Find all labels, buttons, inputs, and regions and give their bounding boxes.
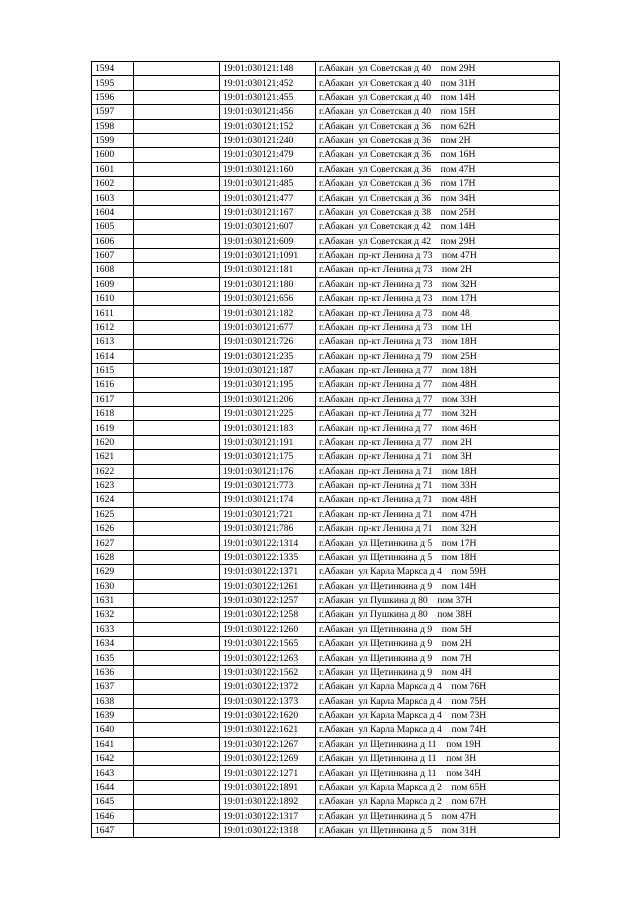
empty-cell	[134, 780, 220, 794]
cadastral-number-cell: 19:01:030122:1318	[220, 823, 316, 837]
address-cell: г.Абакан пр-кт Ленина д 73 пом 1Н	[316, 320, 560, 334]
address-cell: г.Абакан ул Советская д 40 пом 14Н	[316, 90, 560, 104]
address-cell: г.Абакан пр-кт Ленина д 79 пом 25Н	[316, 349, 560, 363]
address-cell: г.Абакан пр-кт Ленина д 77 пом 2Н	[316, 435, 560, 449]
table-row	[92, 665, 560, 679]
empty-cell	[134, 162, 220, 176]
address-cell: г.Абакан пр-кт Ленина д 77 пом 48Н	[316, 378, 560, 392]
empty-cell	[134, 220, 220, 234]
empty-cell	[134, 737, 220, 751]
row-number-cell: 1647	[92, 823, 134, 837]
row-number-cell: 1612	[92, 320, 134, 334]
empty-cell	[134, 565, 220, 579]
table-row	[92, 363, 560, 377]
address-cell: г.Абакан пр-кт Ленина д 73 пом 32Н	[316, 277, 560, 291]
empty-cell	[134, 335, 220, 349]
row-number-cell: 1622	[92, 464, 134, 478]
empty-cell	[134, 622, 220, 636]
address-cell: г.Абакан ул Советская д 36 пом 47Н	[316, 162, 560, 176]
cadastral-number-cell: 19:01:030121:721	[220, 507, 316, 521]
table-row	[92, 780, 560, 794]
row-number-cell: 1645	[92, 795, 134, 809]
empty-cell	[134, 637, 220, 651]
empty-cell	[134, 507, 220, 521]
table-row	[92, 723, 560, 737]
cadastral-number-cell: 19:01:030121:176	[220, 464, 316, 478]
empty-cell	[134, 306, 220, 320]
row-number-cell: 1625	[92, 507, 134, 521]
empty-cell	[134, 363, 220, 377]
empty-cell	[134, 62, 220, 76]
address-cell: г.Абакан ул Советская д 42 пом 14Н	[316, 220, 560, 234]
row-number-cell: 1626	[92, 522, 134, 536]
empty-cell	[134, 723, 220, 737]
address-cell: г.Абакан ул Советская д 36 пом 62Н	[316, 119, 560, 133]
empty-cell	[134, 522, 220, 536]
table-row	[92, 680, 560, 694]
empty-cell	[134, 579, 220, 593]
empty-cell	[134, 550, 220, 564]
cadastral-number-cell: 19:01:030121:485	[220, 177, 316, 191]
cadastral-number-cell: 19:01:030121:225	[220, 407, 316, 421]
cadastral-number-cell: 19:01:030121:181	[220, 263, 316, 277]
table-row	[92, 421, 560, 435]
table-row	[92, 593, 560, 607]
row-number-cell: 1615	[92, 363, 134, 377]
address-cell: г.Абакан ул Советская д 38 пом 25Н	[316, 205, 560, 219]
cadastral-number-cell: 19:01:030122:1261	[220, 579, 316, 593]
row-number-cell: 1637	[92, 680, 134, 694]
table-row	[92, 263, 560, 277]
row-number-cell: 1636	[92, 665, 134, 679]
property-table-page	[91, 61, 560, 838]
empty-cell	[134, 694, 220, 708]
table-row	[92, 435, 560, 449]
address-cell: г.Абакан ул Щетинкина д 5 пом 18Н	[316, 550, 560, 564]
empty-cell	[134, 809, 220, 823]
table-row	[92, 522, 560, 536]
empty-cell	[134, 766, 220, 780]
address-cell: г.Абакан ул Щетинкина д 9 пом 2Н	[316, 637, 560, 651]
cadastral-number-cell: 19:01:030121:240	[220, 133, 316, 147]
address-cell: г.Абакан ул Советская д 36 пом 2Н	[316, 133, 560, 147]
cadastral-number-cell: 19:01:030122:1257	[220, 593, 316, 607]
empty-cell	[134, 493, 220, 507]
address-cell: г.Абакан пр-кт Ленина д 77 пом 33Н	[316, 392, 560, 406]
cadastral-number-cell: 19:01:030121:191	[220, 435, 316, 449]
table-row	[92, 737, 560, 751]
address-cell: г.Абакан ул Пушкина д 80 пом 38Н	[316, 608, 560, 622]
table-row	[92, 637, 560, 651]
row-number-cell: 1616	[92, 378, 134, 392]
address-cell: г.Абакан пр-кт Ленина д 73 пом 18Н	[316, 335, 560, 349]
address-cell: г.Абакан пр-кт Ленина д 71 пом 33Н	[316, 478, 560, 492]
cadastral-number-cell: 19:01:030122:1335	[220, 550, 316, 564]
table-row	[92, 320, 560, 334]
cadastral-number-cell: 19:01:030121:148	[220, 62, 316, 76]
row-number-cell: 1595	[92, 76, 134, 90]
address-cell: г.Абакан ул Карла Маркса д 4 пом 74Н	[316, 723, 560, 737]
empty-cell	[134, 536, 220, 550]
cadastral-number-cell: 19:01:030121:183	[220, 421, 316, 435]
address-cell: г.Абакан ул Щетинкина д 11 пом 19Н	[316, 737, 560, 751]
empty-cell	[134, 248, 220, 262]
address-cell: г.Абакан ул Советская д 40 пом 31Н	[316, 76, 560, 90]
cadastral-number-cell: 19:01:030121:235	[220, 349, 316, 363]
row-number-cell: 1609	[92, 277, 134, 291]
address-cell: г.Абакан ул Карла Маркса д 2 пом 65Н	[316, 780, 560, 794]
address-cell: г.Абакан ул Карла Маркса д 4 пом 76Н	[316, 680, 560, 694]
row-number-cell: 1603	[92, 191, 134, 205]
table-row	[92, 162, 560, 176]
table-row	[92, 105, 560, 119]
row-number-cell: 1641	[92, 737, 134, 751]
cadastral-number-cell: 19:01:030121:656	[220, 292, 316, 306]
table-row	[92, 76, 560, 90]
address-cell: г.Абакан пр-кт Ленина д 71 пом 47Н	[316, 507, 560, 521]
address-cell: г.Абакан ул Советская д 36 пом 34Н	[316, 191, 560, 205]
empty-cell	[134, 76, 220, 90]
address-cell: г.Абакан ул Щетинкина д 5 пом 17Н	[316, 536, 560, 550]
cadastral-number-cell: 19:01:030121:477	[220, 191, 316, 205]
table-row	[92, 133, 560, 147]
row-number-cell: 1632	[92, 608, 134, 622]
empty-cell	[134, 407, 220, 421]
address-cell: г.Абакан ул Советская д 36 пом 17Н	[316, 177, 560, 191]
cadastral-number-cell: 19:01:030121:786	[220, 522, 316, 536]
row-number-cell: 1600	[92, 148, 134, 162]
empty-cell	[134, 320, 220, 334]
address-cell: г.Абакан ул Карла Маркса д 4 пом 59Н	[316, 565, 560, 579]
cadastral-number-cell: 19:01:030122:1260	[220, 622, 316, 636]
table-row	[92, 478, 560, 492]
cadastral-number-cell: 19:01:030121:479	[220, 148, 316, 162]
address-cell: г.Абакан ул Щетинкина д 5 пом 47Н	[316, 809, 560, 823]
row-number-cell: 1601	[92, 162, 134, 176]
cadastral-number-cell: 19:01:030121:152	[220, 119, 316, 133]
row-number-cell: 1629	[92, 565, 134, 579]
address-cell: г.Абакан пр-кт Ленина д 77 пом 46Н	[316, 421, 560, 435]
row-number-cell: 1628	[92, 550, 134, 564]
table-row	[92, 823, 560, 837]
empty-cell	[134, 435, 220, 449]
table-row	[92, 464, 560, 478]
row-number-cell: 1607	[92, 248, 134, 262]
empty-cell	[134, 392, 220, 406]
cadastral-number-cell: 19:01:030121:195	[220, 378, 316, 392]
cadastral-number-cell: 19:01:030122:1314	[220, 536, 316, 550]
row-number-cell: 1610	[92, 292, 134, 306]
address-cell: г.Абакан пр-кт Ленина д 77 пом 32Н	[316, 407, 560, 421]
cadastral-number-cell: 19:01:030122:1371	[220, 565, 316, 579]
empty-cell	[134, 593, 220, 607]
table-row	[92, 550, 560, 564]
empty-cell	[134, 177, 220, 191]
row-number-cell: 1611	[92, 306, 134, 320]
row-number-cell: 1604	[92, 205, 134, 219]
cadastral-number-cell: 19:01:030121:455	[220, 90, 316, 104]
row-number-cell: 1617	[92, 392, 134, 406]
cadastral-number-cell: 19:01:030121:609	[220, 234, 316, 248]
table-row	[92, 622, 560, 636]
address-cell: г.Абакан пр-кт Ленина д 73 пом 48	[316, 306, 560, 320]
row-number-cell: 1620	[92, 435, 134, 449]
cadastral-number-cell: 19:01:030121:174	[220, 493, 316, 507]
table-row	[92, 407, 560, 421]
table-row	[92, 565, 560, 579]
cadastral-number-cell: 19:01:030122:1620	[220, 708, 316, 722]
property-table	[91, 61, 560, 838]
cadastral-number-cell: 19:01:030122:1562	[220, 665, 316, 679]
row-number-cell: 1623	[92, 478, 134, 492]
empty-cell	[134, 148, 220, 162]
row-number-cell: 1640	[92, 723, 134, 737]
address-cell: г.Абакан ул Карла Маркса д 4 пом 73Н	[316, 708, 560, 722]
row-number-cell: 1630	[92, 579, 134, 593]
row-number-cell: 1638	[92, 694, 134, 708]
table-row	[92, 579, 560, 593]
row-number-cell: 1606	[92, 234, 134, 248]
empty-cell	[134, 119, 220, 133]
address-cell: г.Абакан ул Щетинкина д 11 пом 3Н	[316, 752, 560, 766]
cadastral-number-cell: 19:01:030121:773	[220, 478, 316, 492]
table-row	[92, 507, 560, 521]
address-cell: г.Абакан ул Карла Маркса д 4 пом 75Н	[316, 694, 560, 708]
empty-cell	[134, 234, 220, 248]
address-cell: г.Абакан пр-кт Ленина д 73 пом 47Н	[316, 248, 560, 262]
row-number-cell: 1634	[92, 637, 134, 651]
row-number-cell: 1627	[92, 536, 134, 550]
row-number-cell: 1621	[92, 450, 134, 464]
table-body	[92, 62, 560, 838]
cadastral-number-cell: 19:01:030122:1317	[220, 809, 316, 823]
empty-cell	[134, 349, 220, 363]
cadastral-number-cell: 19:01:030121:160	[220, 162, 316, 176]
table-row	[92, 62, 560, 76]
table-row	[92, 349, 560, 363]
row-number-cell: 1605	[92, 220, 134, 234]
table-row	[92, 277, 560, 291]
row-number-cell: 1635	[92, 651, 134, 665]
table-row	[92, 90, 560, 104]
empty-cell	[134, 90, 220, 104]
empty-cell	[134, 464, 220, 478]
empty-cell	[134, 421, 220, 435]
row-number-cell: 1624	[92, 493, 134, 507]
empty-cell	[134, 795, 220, 809]
cadastral-number-cell: 19:01:030122:1892	[220, 795, 316, 809]
empty-cell	[134, 651, 220, 665]
address-cell: г.Абакан ул Пушкина д 80 пом 37Н	[316, 593, 560, 607]
empty-cell	[134, 708, 220, 722]
row-number-cell: 1633	[92, 622, 134, 636]
cadastral-number-cell: 19:01:030121:607	[220, 220, 316, 234]
cadastral-number-cell: 19:01:030121:456	[220, 105, 316, 119]
address-cell: г.Абакан ул Щетинкина д 11 пом 34Н	[316, 766, 560, 780]
table-row	[92, 234, 560, 248]
empty-cell	[134, 105, 220, 119]
row-number-cell: 1598	[92, 119, 134, 133]
empty-cell	[134, 191, 220, 205]
row-number-cell: 1631	[92, 593, 134, 607]
address-cell: г.Абакан пр-кт Ленина д 73 пом 17Н	[316, 292, 560, 306]
table-row	[92, 450, 560, 464]
address-cell: г.Абакан ул Советская д 36 пом 16Н	[316, 148, 560, 162]
cadastral-number-cell: 19:01:030121:452	[220, 76, 316, 90]
address-cell: г.Абакан ул Советская д 42 пом 29Н	[316, 234, 560, 248]
address-cell: г.Абакан пр-кт Ленина д 77 пом 18Н	[316, 363, 560, 377]
table-row	[92, 177, 560, 191]
empty-cell	[134, 752, 220, 766]
empty-cell	[134, 478, 220, 492]
table-row	[92, 536, 560, 550]
cadastral-number-cell: 19:01:030121:206	[220, 392, 316, 406]
address-cell: г.Абакан ул Щетинкина д 9 пом 5Н	[316, 622, 560, 636]
row-number-cell: 1602	[92, 177, 134, 191]
empty-cell	[134, 263, 220, 277]
row-number-cell: 1597	[92, 105, 134, 119]
table-row	[92, 378, 560, 392]
cadastral-number-cell: 19:01:030122:1258	[220, 608, 316, 622]
table-row	[92, 392, 560, 406]
table-row	[92, 493, 560, 507]
row-number-cell: 1608	[92, 263, 134, 277]
cadastral-number-cell: 19:01:030122:1372	[220, 680, 316, 694]
table-row	[92, 766, 560, 780]
row-number-cell: 1646	[92, 809, 134, 823]
table-row	[92, 809, 560, 823]
row-number-cell: 1613	[92, 335, 134, 349]
address-cell: г.Абакан пр-кт Ленина д 71 пом 3Н	[316, 450, 560, 464]
table-row	[92, 248, 560, 262]
cadastral-number-cell: 19:01:030122:1891	[220, 780, 316, 794]
table-row	[92, 292, 560, 306]
cadastral-number-cell: 19:01:030122:1267	[220, 737, 316, 751]
row-number-cell: 1639	[92, 708, 134, 722]
table-row	[92, 148, 560, 162]
address-cell: г.Абакан ул Щетинкина д 9 пом 4Н	[316, 665, 560, 679]
cadastral-number-cell: 19:01:030121:1091	[220, 248, 316, 262]
cadastral-number-cell: 19:01:030122:1621	[220, 723, 316, 737]
table-row	[92, 708, 560, 722]
row-number-cell: 1642	[92, 752, 134, 766]
table-row	[92, 119, 560, 133]
address-cell: г.Абакан пр-кт Ленина д 71 пом 18Н	[316, 464, 560, 478]
table-row	[92, 752, 560, 766]
cadastral-number-cell: 19:01:030121:726	[220, 335, 316, 349]
empty-cell	[134, 680, 220, 694]
address-cell: г.Абакан ул Щетинкина д 5 пом 31Н	[316, 823, 560, 837]
row-number-cell: 1618	[92, 407, 134, 421]
cadastral-number-cell: 19:01:030121:175	[220, 450, 316, 464]
cadastral-number-cell: 19:01:030121:187	[220, 363, 316, 377]
cadastral-number-cell: 19:01:030122:1269	[220, 752, 316, 766]
cadastral-number-cell: 19:01:030122:1271	[220, 766, 316, 780]
table-row	[92, 651, 560, 665]
address-cell: г.Абакан ул Щетинкина д 9 пом 7Н	[316, 651, 560, 665]
empty-cell	[134, 665, 220, 679]
row-number-cell: 1644	[92, 780, 134, 794]
row-number-cell: 1599	[92, 133, 134, 147]
cadastral-number-cell: 19:01:030121:182	[220, 306, 316, 320]
empty-cell	[134, 205, 220, 219]
cadastral-number-cell: 19:01:030121:677	[220, 320, 316, 334]
empty-cell	[134, 450, 220, 464]
empty-cell	[134, 292, 220, 306]
address-cell: г.Абакан пр-кт Ленина д 71 пом 48Н	[316, 493, 560, 507]
empty-cell	[134, 133, 220, 147]
cadastral-number-cell: 19:01:030122:1263	[220, 651, 316, 665]
row-number-cell: 1643	[92, 766, 134, 780]
cadastral-number-cell: 19:01:030122:1373	[220, 694, 316, 708]
table-row	[92, 191, 560, 205]
address-cell: г.Абакан ул Советская д 40 пом 15Н	[316, 105, 560, 119]
row-number-cell: 1596	[92, 90, 134, 104]
address-cell: г.Абакан ул Щетинкина д 9 пом 14Н	[316, 579, 560, 593]
table-row	[92, 306, 560, 320]
table-row	[92, 335, 560, 349]
table-row	[92, 694, 560, 708]
empty-cell	[134, 277, 220, 291]
table-row	[92, 608, 560, 622]
cadastral-number-cell: 19:01:030121:180	[220, 277, 316, 291]
address-cell: г.Абакан ул Карла Маркса д 2 пом 67Н	[316, 795, 560, 809]
table-row	[92, 205, 560, 219]
address-cell: г.Абакан ул Советская д 40 пом 29Н	[316, 62, 560, 76]
empty-cell	[134, 378, 220, 392]
empty-cell	[134, 608, 220, 622]
row-number-cell: 1614	[92, 349, 134, 363]
address-cell: г.Абакан пр-кт Ленина д 71 пом 32Н	[316, 522, 560, 536]
empty-cell	[134, 823, 220, 837]
cadastral-number-cell: 19:01:030121:167	[220, 205, 316, 219]
row-number-cell: 1619	[92, 421, 134, 435]
table-row	[92, 220, 560, 234]
address-cell: г.Абакан пр-кт Ленина д 73 пом 2Н	[316, 263, 560, 277]
row-number-cell: 1594	[92, 62, 134, 76]
table-row	[92, 795, 560, 809]
cadastral-number-cell: 19:01:030122:1565	[220, 637, 316, 651]
